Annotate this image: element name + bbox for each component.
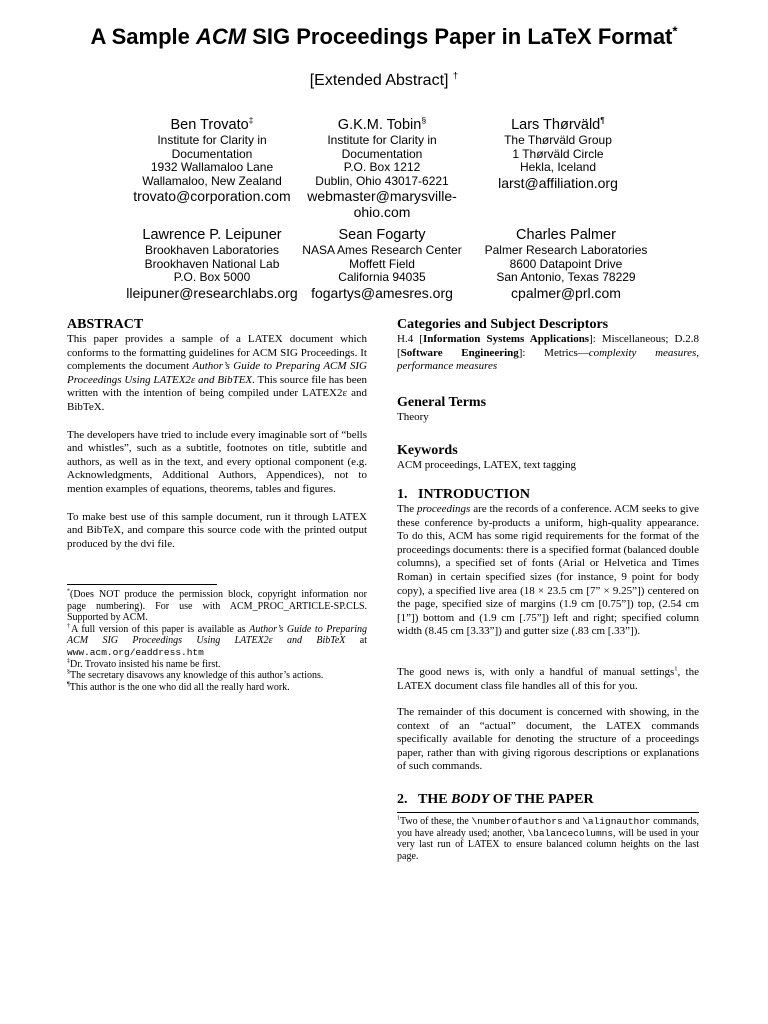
footnote-ref: 1: [674, 665, 678, 673]
author-name: G.K.M. Tobin§: [337, 115, 427, 133]
author-address: Hekla, Iceland: [519, 160, 597, 174]
footnote: *(Does NOT produce the permission block, copyright information nor page numbering). For use with ACM_PROC_ARTICLE-SP.CLS. Supported by ACM.: [67, 588, 367, 624]
author-email: larst@affiliation.org: [498, 174, 618, 191]
intro-paragraph: The proceedings are the records of a conference. ACM seeks to give these conference by-products a uniform, high-quality appearance. To do this, ACM has some rigid requirements for the format of the proceedings documents: there is a specified format (balanced double columns), a specified set of fonts (Arial or Helvetica and Times Roman) in certain specified sizes (for instance, 9 point for body copy), a specified live area (18 × 23.5 cm [7” × 9.25”]) centered on the page, specified size of margins (1.9 cm [0.75”]) top, (2.54 cm [1”]) bottom and (1.9 cm [.75”]) left and right; specified column width (8.45 cm [3.33”]) and gutter size (.83 cm [.33”]).: [397, 503, 699, 638]
right-column-top: [397, 316, 699, 487]
author-name: Lawrence P. Leipuner: [142, 227, 282, 243]
author-email: webmaster@marysville-ohio.com: [307, 188, 457, 220]
author-affiliation: Institute for Clarity in: [157, 133, 267, 147]
paper-subtitle: [Extended Abstract] †: [309, 70, 459, 89]
author-affiliation: Brookhaven Laboratories: [144, 243, 280, 257]
abstract-paragraph: This paper provides a sample of a LATEX document which conforms to the formatting guidelines for ACM SIG Proceedings. It complements the document Author’s Guide to Preparing ACM SIG Proceedings Using LATEX2ε and BibTEX. This source file has been written with the intention of being compiled under LATEX2ε and BibTeX.: [67, 333, 367, 413]
author-name: Sean Fogarty: [338, 227, 426, 243]
paper-title: A Sample ACM SIG Proceedings Paper in LaTeX Format*: [90, 23, 678, 49]
author-block: [282, 227, 482, 301]
author-email: trovato@corporation.com: [133, 188, 291, 204]
author-name: Ben Trovato‡: [170, 115, 254, 133]
footnote: ‡Dr. Trovato insisted his name be first.: [67, 658, 221, 670]
author-affiliation: Documentation: [341, 146, 423, 161]
keywords-text: ACM proceedings, LATEX, text tagging: [397, 459, 577, 472]
author-affiliation: NASA Ames Research Center: [302, 243, 462, 257]
categories-text: H.4 [Information Systems Applications]: Miscellaneous; D.2.8 [Software Engineering]: Metrics—complexity measures, performance measures: [397, 333, 699, 373]
abstract-paragraph: To make best use of this sample document, run it through LATEX and BibTeX, and compare this source code with the printed output produced by the dvi file.: [67, 510, 367, 550]
general-terms-heading: General Terms: [397, 394, 487, 410]
general-terms-text: Theory: [397, 410, 429, 423]
author-affiliation: Documentation: [171, 146, 253, 161]
author-address: P.O. Box 5000: [173, 270, 251, 284]
author-address: 1932 Wallamaloo Lane: [150, 160, 274, 174]
title-footnote-mark: *: [672, 23, 678, 39]
author-affiliation: The Thørväld Group: [504, 133, 612, 147]
author-affiliation: Institute for Clarity in: [327, 133, 437, 147]
intro-paragraph: The good news is, with only a handful of manual settings$^1$, the LATEX document class file handles all of this for you.: [397, 665, 699, 692]
author-affiliation: Palmer Research Laboratories: [484, 243, 648, 257]
author-block: [466, 227, 666, 301]
author-name: Charles Palmer: [516, 227, 616, 243]
author-email: lleipuner@researchlabs.org: [126, 284, 298, 301]
author-affiliation: Brookhaven National Lab: [144, 256, 280, 271]
abstract-paragraph: The developers have tried to include every imaginable sort of “bells and whistles”, such as a subtitle, footnotes on title, subtitle and authors, as well as in the text, and every optional component (e.g. Acknowledgments, Additional Authors, Appendices), not to mention examples of equations, theorems, tables and figures.: [67, 428, 367, 495]
footnote: §The secretary disavows any knowledge of this author’s actions.: [67, 669, 324, 682]
intro-heading: 1. INTRODUCTION: [397, 487, 531, 502]
abstract-section: [67, 316, 367, 565]
footnote: †A full version of this paper is available as Author’s Guide to Preparing ACM SIG Proceedings Using LATEX2ε and BibTeX at www.acm.org/eaddress.htm: [67, 623, 368, 658]
author-name: Lars Thørväld¶: [511, 115, 605, 133]
subtitle-footnote-mark: †: [452, 70, 459, 82]
footnote: ¶This author is the one who did all the really hard work.: [67, 681, 290, 693]
author-block: [458, 117, 658, 191]
author-address: 1 Thørväld Circle: [512, 146, 604, 161]
section2-heading: 2. THE BODY OF THE PAPER: [397, 792, 594, 807]
footnote-url: www.acm.org/eaddress.htm: [67, 646, 204, 658]
footnote-rule: [67, 584, 217, 585]
author-address: San Antonio, Texas 78229: [496, 270, 636, 284]
categories-heading: Categories and Subject Descriptors: [397, 317, 609, 332]
author-address: Wallamaloo, New Zealand: [142, 173, 282, 188]
author-email: fogartys@amesres.org: [311, 284, 453, 301]
footnote-rule: [397, 812, 699, 813]
author-email: cpalmer@prl.com: [511, 284, 621, 301]
author-block: [282, 117, 482, 220]
footnote-right: $^1$Two of these, the \numberofauthors and \alignauthor commands, you have already used; another, \balancecolumns, will be used in your very last run of LATEX to ensure balanced column heights on the last page.: [397, 815, 700, 862]
footnotes-left: [67, 589, 367, 693]
author-address: 8600 Datapoint Drive: [509, 256, 623, 271]
author-address: P.O. Box 1212: [343, 160, 421, 174]
intro-paragraph: The remainder of this document is concerned with showing, in the context of an “actual” document, the LATEX commands specifically available for denoting the structure of a proceedings paper, rather than with giving rigorous descriptions or explanations of such commands.: [397, 706, 699, 773]
keywords-heading: Keywords: [397, 443, 458, 459]
author-address: Dublin, Ohio 43017-6221: [315, 173, 449, 188]
abstract-heading: ABSTRACT: [67, 317, 144, 332]
author-address: California 94035: [338, 270, 426, 284]
author-address: Moffett Field: [349, 256, 415, 271]
